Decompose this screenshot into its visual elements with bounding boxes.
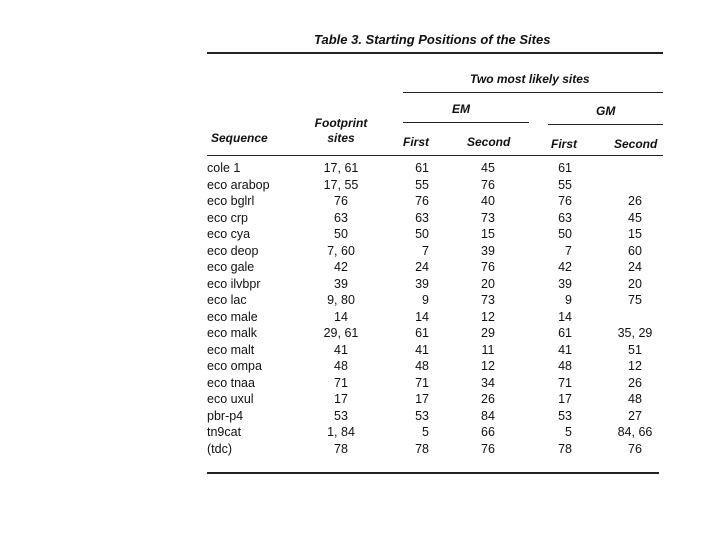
em-first-header: First — [403, 135, 430, 149]
gm-second-cell: 24 — [628, 260, 642, 274]
em-first-cell: 5 — [422, 425, 429, 439]
gm-first-cell: 42 — [558, 260, 572, 274]
gm-rule — [548, 124, 663, 125]
header-rule — [207, 155, 663, 156]
footprint-sites-cell: 48 — [334, 359, 348, 373]
sequence-cell: eco uxul — [207, 392, 254, 406]
table-row — [0, 310, 720, 326]
em-second-cell: 15 — [481, 227, 495, 241]
footprint-sites-cell: 29, 61 — [323, 326, 359, 340]
gm-first-cell: 78 — [558, 441, 572, 456]
gm-first-cell: 55 — [558, 177, 572, 192]
table-row — [0, 211, 720, 227]
table-row — [0, 343, 720, 359]
gm-first-header: First — [551, 137, 578, 151]
em-first-cell: 61 — [415, 161, 429, 175]
em-second-cell: 76 — [481, 441, 495, 456]
gm-second-cell: 84, 66 — [617, 425, 653, 439]
sequence-cell: eco male — [207, 309, 258, 324]
footprint-sites-cell: 14 — [334, 309, 348, 324]
table-row — [0, 293, 720, 309]
gm-second-cell: 48 — [628, 392, 642, 406]
sequence-cell: eco bglrl — [207, 194, 255, 208]
em-second-cell: 84 — [481, 408, 495, 423]
footprint-sites-cell: 1, 84 — [327, 425, 355, 439]
gm-first-cell: 71 — [558, 375, 572, 390]
gm-first-cell: 50 — [558, 227, 572, 241]
table-row — [0, 161, 720, 177]
table-row — [0, 194, 720, 210]
gm-second-cell: 51 — [628, 342, 642, 357]
footprint-sites-cell: 63 — [334, 210, 348, 225]
em-second-cell: 45 — [481, 161, 495, 175]
footprint-sites-cell: 53 — [334, 408, 348, 423]
bottom-rule — [207, 472, 659, 474]
sequence-cell: eco cya — [207, 227, 251, 241]
gm-first-cell: 14 — [558, 309, 572, 324]
em-second-cell: 20 — [481, 276, 495, 291]
footprint-sites-cell: 42 — [334, 260, 348, 274]
table-row — [0, 244, 720, 260]
em-first-cell: 39 — [415, 276, 429, 291]
gm-first-cell: 53 — [558, 408, 572, 423]
table-row — [0, 178, 720, 194]
gm-first-cell: 61 — [558, 326, 572, 340]
em-first-cell: 50 — [415, 227, 429, 241]
gm-first-cell: 76 — [558, 194, 572, 208]
table-row — [0, 359, 720, 375]
sequence-cell: eco ilvbpr — [207, 276, 261, 291]
sequence-cell: eco deop — [207, 243, 259, 258]
em-second-header: Second — [467, 135, 511, 149]
table-title: Table 3. Starting Positions of the Sites — [314, 32, 551, 47]
em-second-cell: 73 — [481, 210, 495, 225]
gm-second-cell: 60 — [628, 243, 642, 258]
gm-second-cell: 27 — [628, 408, 642, 423]
em-first-cell: 7 — [422, 243, 429, 258]
footprint-header-line2: sites — [327, 131, 355, 145]
em-second-cell: 34 — [481, 375, 495, 390]
em-second-cell: 12 — [481, 309, 495, 324]
gm-second-cell: 75 — [628, 293, 642, 307]
em-second-cell: 40 — [481, 194, 495, 208]
table-row — [0, 260, 720, 276]
gm-first-cell: 39 — [558, 276, 572, 291]
em-first-cell: 55 — [415, 177, 429, 192]
gm-second-cell: 15 — [628, 227, 642, 241]
em-first-cell: 9 — [422, 293, 429, 307]
em-header: EM — [452, 102, 470, 116]
footprint-sites-cell: 17, 61 — [323, 161, 359, 175]
em-first-cell: 78 — [415, 441, 429, 456]
table-row — [0, 277, 720, 293]
gm-second-cell: 35, 29 — [617, 326, 653, 340]
sequence-cell: cole 1 — [207, 161, 241, 175]
gm-header: GM — [596, 104, 616, 118]
footprint-sites-cell: 50 — [334, 227, 348, 241]
table-row — [0, 409, 720, 425]
sequence-header: Sequence — [211, 131, 268, 145]
footprint-sites-cell: 41 — [334, 342, 348, 357]
gm-second-cell: 45 — [628, 210, 642, 225]
em-second-cell: 76 — [481, 260, 495, 274]
gm-second-cell: 26 — [628, 194, 642, 208]
sequence-cell: eco crp — [207, 210, 248, 225]
em-second-cell: 73 — [481, 293, 495, 307]
gm-second-cell: 76 — [628, 441, 642, 456]
em-second-cell: 39 — [481, 243, 495, 258]
footprint-header-line1: Footprint — [314, 116, 368, 130]
footprint-sites-cell: 71 — [334, 375, 348, 390]
two-most-likely-rule — [403, 92, 663, 93]
em-first-cell: 61 — [415, 326, 429, 340]
table-row — [0, 227, 720, 243]
footprint-sites-cell: 39 — [334, 276, 348, 291]
sequence-cell: (tdc) — [207, 441, 232, 456]
em-first-cell: 41 — [415, 342, 429, 357]
gm-second-header: Second — [614, 137, 658, 151]
em-first-cell: 17 — [415, 392, 429, 406]
sequence-cell: eco lac — [207, 293, 247, 307]
sequence-cell: eco malt — [207, 342, 255, 357]
em-first-cell: 24 — [415, 260, 429, 274]
gm-first-cell: 5 — [565, 425, 572, 439]
footprint-sites-cell: 17, 55 — [323, 177, 359, 192]
em-first-cell: 76 — [415, 194, 429, 208]
em-second-cell: 29 — [481, 326, 495, 340]
gm-second-cell: 12 — [628, 359, 642, 373]
em-second-cell: 26 — [481, 392, 495, 406]
table-row — [0, 392, 720, 408]
gm-first-cell: 9 — [565, 293, 572, 307]
gm-second-cell: 26 — [628, 375, 642, 390]
gm-first-cell: 48 — [558, 359, 572, 373]
em-first-cell: 48 — [415, 359, 429, 373]
footprint-sites-cell: 7, 60 — [327, 243, 355, 258]
two-most-likely-header: Two most likely sites — [470, 72, 590, 86]
sequence-cell: eco ompa — [207, 359, 262, 373]
table-row — [0, 425, 720, 441]
footprint-sites-cell: 78 — [334, 441, 348, 456]
gm-first-cell: 63 — [558, 210, 572, 225]
gm-first-cell: 7 — [565, 243, 572, 258]
em-second-cell: 76 — [481, 177, 495, 192]
em-rule — [403, 122, 529, 123]
footprint-sites-cell: 76 — [334, 194, 348, 208]
em-first-cell: 63 — [415, 210, 429, 225]
sequence-cell: tn9cat — [207, 425, 242, 439]
footprint-sites-cell: 17 — [334, 392, 348, 406]
sequence-cell: pbr-p4 — [207, 408, 244, 423]
gm-first-cell: 41 — [558, 342, 572, 357]
gm-first-cell: 17 — [558, 392, 572, 406]
em-second-cell: 12 — [481, 359, 495, 373]
sequence-cell: eco tnaa — [207, 375, 255, 390]
table-row — [0, 376, 720, 392]
sequence-cell: eco arabop — [207, 177, 270, 192]
em-second-cell: 66 — [481, 425, 495, 439]
em-first-cell: 14 — [415, 309, 429, 324]
gm-first-cell: 61 — [558, 161, 572, 175]
top-rule — [207, 52, 663, 54]
sequence-cell: eco gale — [207, 260, 255, 274]
em-first-cell: 53 — [415, 408, 429, 423]
table-row — [0, 326, 720, 342]
gm-second-cell: 20 — [628, 276, 642, 291]
sequence-cell: eco malk — [207, 326, 258, 340]
footprint-sites-cell: 9, 80 — [327, 293, 355, 307]
em-first-cell: 71 — [415, 375, 429, 390]
em-second-cell: 11 — [481, 342, 495, 357]
table-row — [0, 442, 720, 458]
